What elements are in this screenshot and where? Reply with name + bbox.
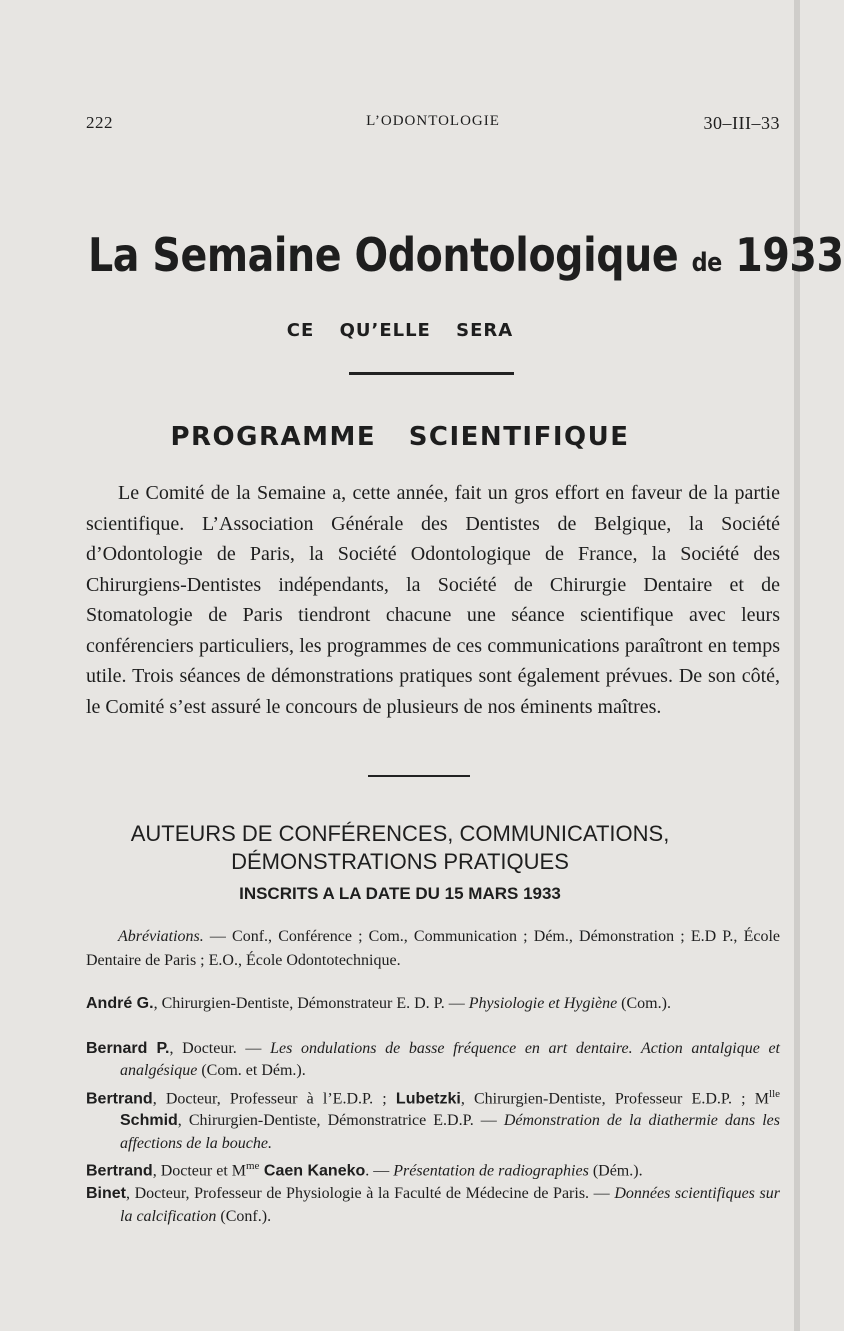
section-title: PROGRAMME SCIENTIFIQUE [170, 422, 630, 452]
author-topic: Démonstration de la diathermie dans les affections de la bouche. [120, 1112, 780, 1152]
title-year: 1933 [735, 228, 844, 282]
author-entry-andre [86, 993, 780, 1016]
article-title [88, 228, 844, 282]
author-info: , Docteur. — [169, 1039, 271, 1057]
author-name: Bertrand [86, 1089, 153, 1107]
author-type: (Com.). [617, 995, 671, 1012]
section-rule [368, 775, 470, 777]
page-edge [794, 0, 800, 1331]
author-topic: Présentation de radiographies [393, 1162, 589, 1180]
abbreviations [86, 925, 780, 973]
author-info: , Docteur et M [152, 1162, 246, 1180]
author-name: Bertrand [86, 1162, 153, 1180]
title-main: La Semaine Odontologique [88, 228, 679, 282]
author-info: , Chirurgien-Dentiste, Démonstratrice E.D.P. — [177, 1112, 504, 1130]
author-name: André G. [86, 995, 154, 1012]
issue-date: 30–III–33 [703, 113, 780, 133]
author-info: , Chirurgien-Dentiste, Professeur E.D.P. ; M [460, 1089, 770, 1107]
author-type: (Conf.). [216, 1207, 272, 1225]
author-entry-bertrand-radiographies [86, 1155, 780, 1183]
authors-heading-line2: DÉMONSTRATIONS PRATIQUES [231, 849, 569, 874]
intro-paragraph: Le Comité de la Semaine a, cette année, fait un gros effort en faveur de la partie scientifique. L’Association Générale des Dentistes de Belgique, la Société d’Odontologie de Paris, la Société Odontologique de France, la Société des Chirurgiens-Dentistes indépendants, la Société de Chirurgie Dentaire et de Stomatologie de Paris tiendront chacune une séance scientifique avec leurs conférenciers particuliers, les programmes de ces communications paraîtront en temps utile. Trois séances de démonstrations pratiques sont également prévues. De son côté, le Comité s’est assuré le concours de plusieurs de nos éminents maîtres. [86, 482, 780, 718]
authors-subheading: INSCRITS A LA DATE DU 15 MARS 1933 [239, 884, 561, 903]
title-superscript: me [246, 1160, 260, 1173]
author-name: Schmid [120, 1112, 178, 1130]
author-entry-binet [86, 1183, 780, 1228]
author-info: , Chirurgien-Dentiste, Démonstrateur E. D. P. — [153, 995, 469, 1012]
author-topic: Physiologie et Hygiène [468, 995, 618, 1012]
author-list [86, 993, 780, 1228]
author-type: (Com. et Dém.). [197, 1062, 306, 1079]
author-name: Bernard P. [86, 1039, 170, 1057]
author-topic: Les ondulations de basse fréquence en art dentaire. Action antalgique et analgésique [120, 1039, 780, 1079]
author-name: Lubetzki [395, 1089, 461, 1107]
page-number: 222 [86, 113, 113, 132]
journal-name: L’ODONTOLOGIE [366, 113, 500, 129]
author-info: . — [365, 1162, 394, 1180]
abbreviations-label: Abréviations. [118, 928, 204, 945]
author-entry-bernard [86, 1038, 780, 1083]
authors-heading [0, 820, 800, 876]
title-de: de [691, 248, 722, 278]
running-header [86, 113, 780, 139]
author-info: , Docteur, Professeur à l’E.D.P. ; [152, 1089, 396, 1107]
title-superscript: lle [769, 1087, 781, 1100]
author-type: (Dém.). [588, 1162, 643, 1180]
author-info: , Docteur, Professeur de Physiologie à la Faculté de Médecine de Paris. — [126, 1185, 615, 1203]
article-subtitle: CE QU’ELLE SERA [286, 320, 514, 341]
author-entry-bertrand-diathermie [86, 1083, 780, 1156]
authors-heading-line1: AUTEURS DE CONFÉRENCES, COMMUNICATIONS, [130, 821, 670, 846]
title-rule [349, 372, 514, 375]
author-name: Caen Kaneko [259, 1162, 366, 1180]
author-topic: Données scientifiques sur la calcification [120, 1185, 780, 1225]
author-name: Binet [86, 1185, 126, 1203]
abbreviations-text: — Conf., Conférence ; Com., Communication ; Dém., Démonstration ; E.D P., École Dentaire de Paris ; E.O., École Odontotechnique. [86, 928, 780, 969]
